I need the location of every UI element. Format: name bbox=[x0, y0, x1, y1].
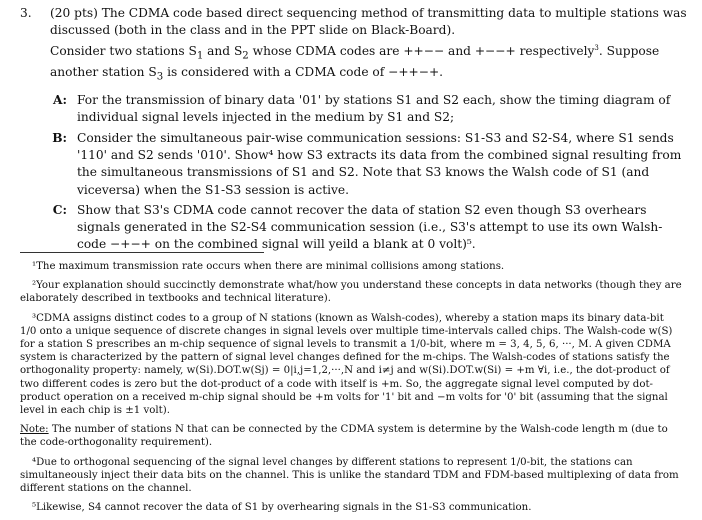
setup-text: Consider two stations S bbox=[50, 43, 197, 58]
setup-sub: 3 bbox=[156, 71, 164, 83]
question-number: 3. bbox=[20, 6, 32, 20]
setup-text: is considered with a CDMA code of −++−+. bbox=[163, 65, 444, 80]
sub-question-text: Consider the simultaneous pair-wise communication sessions: S1-S3 and S2-S4, where S1 sends '110' and S2 sends '010'. Show⁴ how S3 extracts its data from the combined signal resulting from the simultaneous transmissions of S1 and S2. Note that S3 knows the Walsh code of S1 (and viceversa) when the S1-S3 session is active. bbox=[77, 130, 682, 197]
question-points: (20 pts) bbox=[50, 6, 98, 20]
question-setup bbox=[50, 43, 690, 86]
sub-question-label: B: bbox=[52, 130, 67, 145]
question-header bbox=[20, 5, 690, 40]
note-label: Note: bbox=[20, 424, 49, 436]
setup-sub: 2 bbox=[242, 50, 249, 62]
sub-question-label: C: bbox=[52, 202, 67, 217]
footnote-3: ³CDMA assigns distinct codes to a group of N stations (known as Walsh-codes), whereby a station maps its binary data-bit 1/0 onto a unique sequence of discrete changes in signal levels over multiple time-intervals called chips. The Walsh-code w(S) for a station S prescribes an m-chip sequence of signal levels to transmit a 1/0-bit, where m = 3, 4, 5, 6, ···, M. A given CDMA system is characterized by the pattern of signal level changes defined for the m-chips. The Walsh-codes of stations satisfy the orthogonality property: namely, w(Si).DOT.w(Sj) = 0|i,j=1,2,···,N and i≠j and w(Si).DOT.w(Si) = +m ∀i, i.e., the dot-product of two different codes is zero but the dot-product of a code with itself is +m. So, the aggregate signal level computed by dot-product operation on a received m-chip signal should be +m volts for '1' bit and −m volts for '0' bit (assuming that the signal level in each chip is ±1 volt). bbox=[20, 312, 673, 417]
question-block bbox=[20, 5, 690, 257]
footnote-5: ⁵Likewise, S4 cannot recover the data of S1 by overhearing signals in the S1-S3 communication. bbox=[32, 502, 532, 514]
footnote-1: ¹The maximum transmission rate occurs when there are minimal collisions among stations. bbox=[32, 261, 505, 272]
footnotes bbox=[20, 260, 682, 520]
sub-question-label: A: bbox=[53, 93, 67, 108]
footnote-divider bbox=[20, 252, 264, 253]
setup-sub: 1 bbox=[196, 50, 204, 62]
footnote-2: ²Your explanation should succinctly demonstrate what/how you understand these concepts in data networks (though they are elaborately described in textbooks and technical literature). bbox=[20, 280, 682, 305]
footnote-ref: 3 bbox=[594, 43, 599, 52]
sub-question-c bbox=[20, 202, 690, 254]
question-intro bbox=[50, 5, 690, 40]
note-text: The number of stations N that can be connected by the CDMA system is determine by the Walsh-code length m (due to the code-orthogonality requirement). bbox=[20, 424, 668, 449]
sub-question-b bbox=[20, 130, 690, 199]
question-intro-text: The CDMA code based direct sequencing method of transmitting data to multiple stations was discussed (both in the class and in the PPT slide on Black-Board). bbox=[50, 6, 687, 38]
setup-text: and S bbox=[203, 43, 243, 58]
setup-text: . Suppose another station S bbox=[50, 43, 660, 80]
setup-text: whose CDMA codes are ++−− and +−−+ respectively bbox=[248, 43, 595, 58]
sub-question-a bbox=[20, 92, 690, 127]
footnote-note bbox=[20, 423, 682, 449]
footnote-4: ⁴Due to orthogonal sequencing of the signal level changes by different stations to represent 1/0-bit, the stations can simultaneously inject their data bits on the channel. This is unlike the standard TDM and FDM-based multiplexing of data from different stations on the channel. bbox=[20, 456, 679, 495]
sub-question-text: For the transmission of binary data '01' by stations S1 and S2 each, show the timing diagram of individual signal levels injected in the medium by S1 and S2; bbox=[77, 93, 671, 125]
sub-questions bbox=[20, 92, 690, 254]
sub-question-text: Show that S3's CDMA code cannot recover the data of station S2 even though S3 overhears signals generated in the S2-S4 communication session (i.e., S3's attempt to use its own Walsh-code −+−+ on the combined signal will yeild a blank at 0 volt)⁵. bbox=[77, 202, 663, 252]
